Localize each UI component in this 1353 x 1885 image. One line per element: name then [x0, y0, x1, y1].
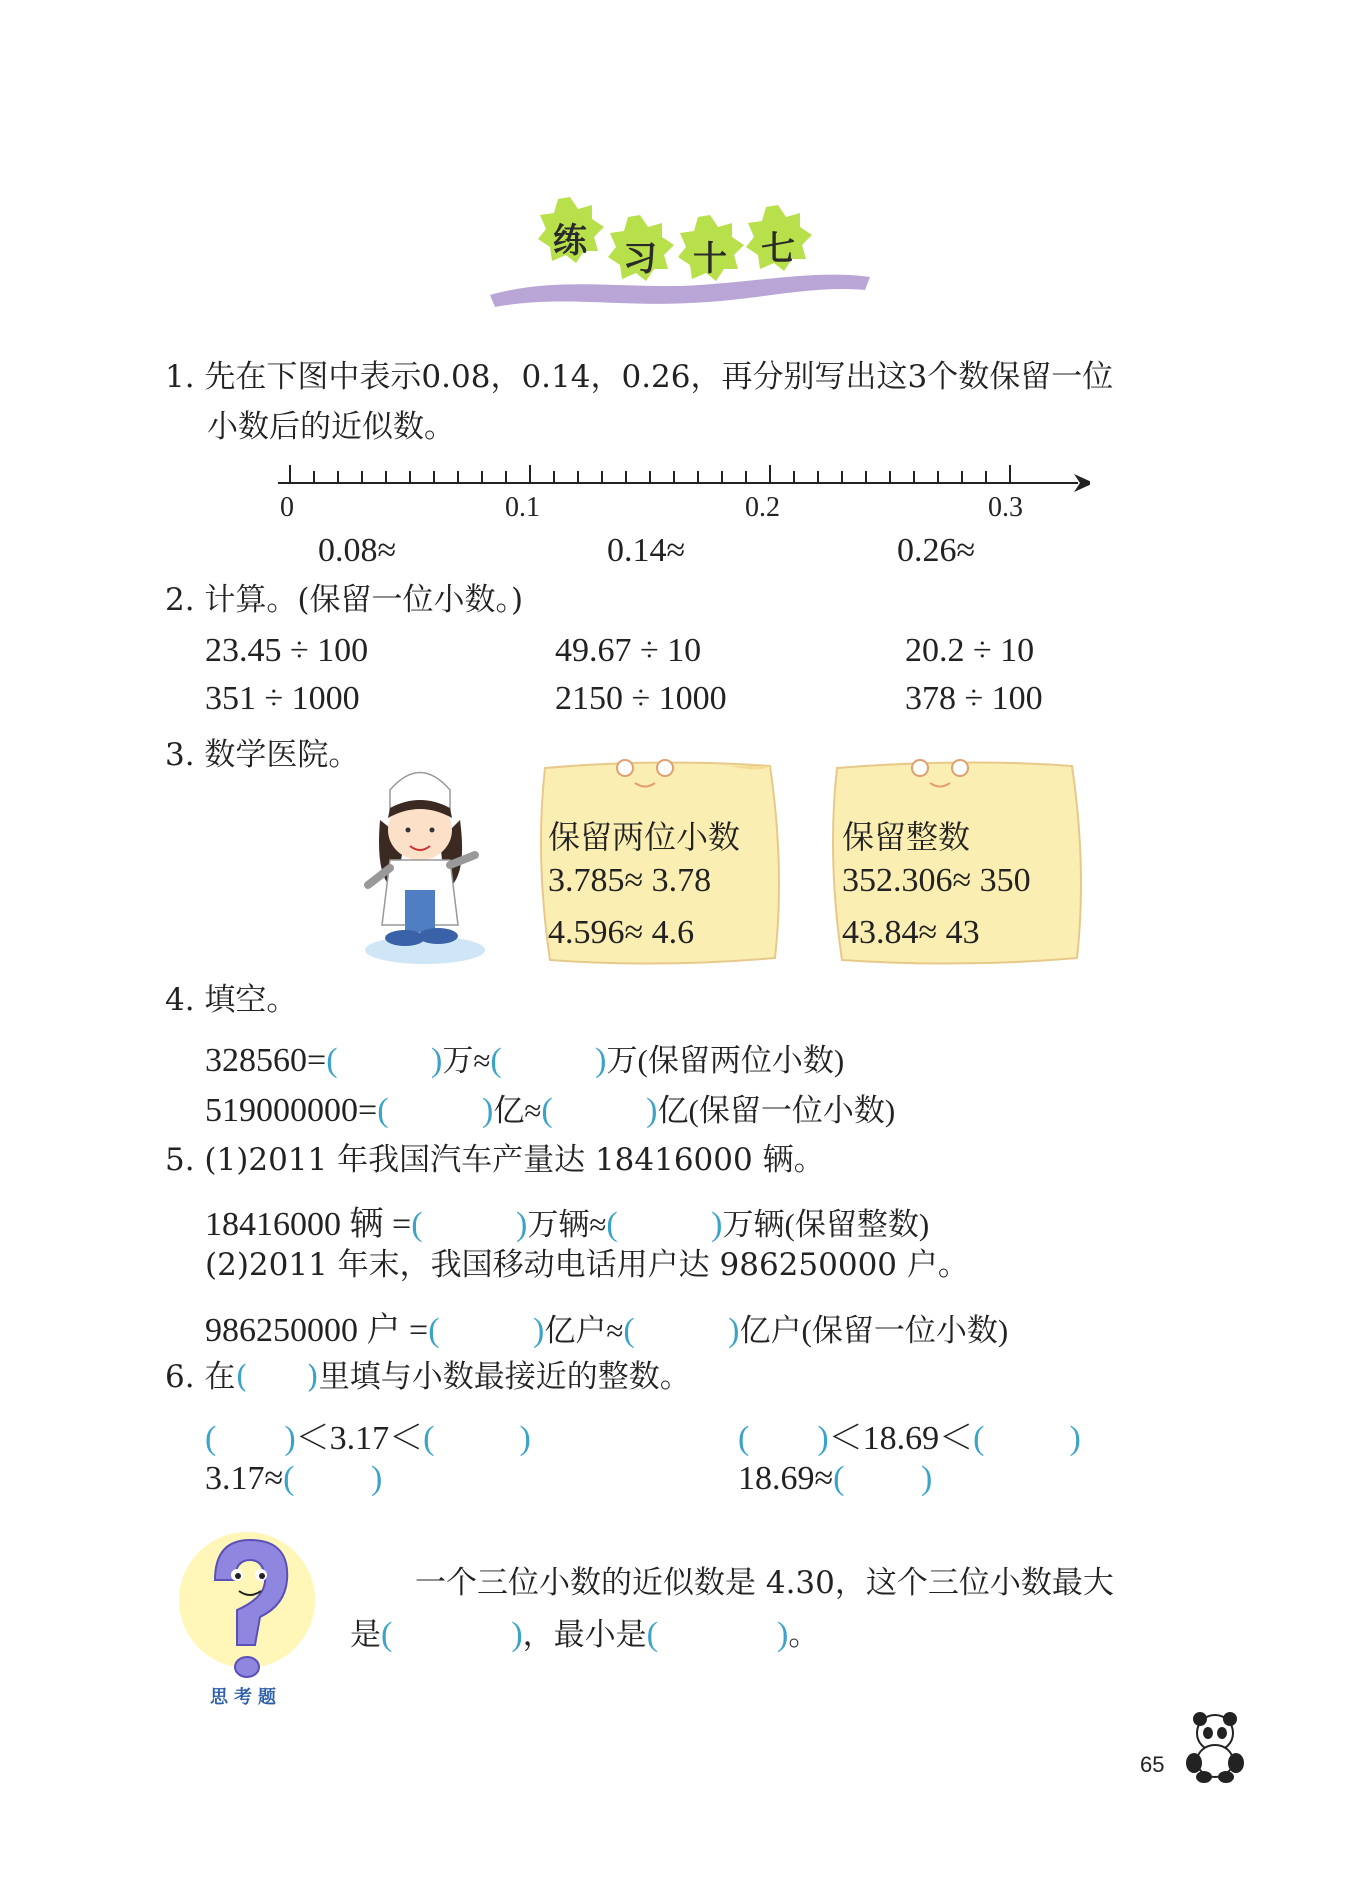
q6-blank-1[interactable]: ( ) [205, 1420, 296, 1457]
think-blank-max[interactable]: ( ) [381, 1616, 523, 1653]
q6-heading-paren: ( ) [235, 1359, 319, 1395]
note1-line2: 4.596≈ 4.6 [548, 914, 695, 951]
note2-title: 保留整数 [842, 818, 971, 856]
q5-blank-2[interactable]: ( ) [606, 1206, 723, 1243]
page-number: 65 [1140, 1752, 1165, 1777]
think-line2-b: ，最小是 [522, 1617, 647, 1653]
q5-blank-4[interactable]: ( ) [623, 1312, 740, 1349]
q6-approx-1 [205, 1460, 382, 1498]
q6-blank-2[interactable]: ( ) [423, 1420, 531, 1457]
q6-ineq2-mid: ＜18.69＜ [828, 1420, 974, 1457]
q4-row2-c: 亿(保留一位小数) [657, 1093, 896, 1128]
title-star-1 [534, 195, 606, 267]
q6-inequality-1 [205, 1410, 531, 1459]
q5-blank-1[interactable]: ( ) [411, 1206, 528, 1243]
q6-approx1-label: 3.17≈ [205, 1460, 284, 1497]
q1-text-line1: 1. 先在下图中表示0.08，0.14，0.26，再分别写出这3个数保留一位 [165, 359, 1114, 395]
q5-row2-b: 亿户≈ [544, 1313, 624, 1348]
think-line2-a: 是 [350, 1617, 381, 1653]
title-char-4: 七 [761, 229, 795, 269]
q2-expr-4: 351 ÷ 1000 [205, 680, 360, 717]
q4-row2-b: 亿≈ [493, 1093, 542, 1128]
title-char-3: 十 [693, 239, 727, 279]
think-label: 思考题 [210, 1687, 282, 1708]
title-star-4 [742, 203, 814, 275]
q2-expr-5: 2150 ÷ 1000 [555, 680, 727, 717]
q6-blank-3[interactable]: ( ) [738, 1420, 829, 1457]
title-banner [480, 185, 880, 315]
question-mark-mascot [175, 1525, 325, 1695]
q5-row2-a: 986250000 户 = [205, 1312, 429, 1349]
q6-heading [165, 1359, 691, 1395]
q6-blank-6[interactable]: ( ) [833, 1460, 933, 1497]
q2-heading: 2. 计算。(保留一位小数。) [165, 582, 524, 618]
q6-blank-5[interactable]: ( ) [283, 1460, 383, 1497]
q5-row1-a: 18416000 辆 = [205, 1206, 412, 1243]
q6-approx-2 [738, 1460, 932, 1498]
panda-icon [1180, 1705, 1250, 1785]
q4-row2-a: 519000000= [205, 1092, 378, 1129]
q5-row2-c: 亿户(保留一位小数) [739, 1313, 1009, 1348]
q4-row1-a: 328560= [205, 1042, 327, 1079]
q6-heading-a: 6. 在 [165, 1359, 236, 1395]
q1-answer-3: 0.26≈ [897, 532, 976, 569]
q5-row1-b: 万辆≈ [527, 1207, 607, 1242]
q6-heading-b: 里填与小数最接近的整数。 [318, 1359, 691, 1395]
q5-line1: 5. (1)2011 年我国汽车产量达 18416000 辆。 [165, 1142, 825, 1178]
tick-label-0: 0 [280, 492, 294, 523]
note1-title: 保留两位小数 [548, 818, 741, 856]
q5-row2 [205, 1302, 1008, 1351]
note2-line2: 43.84≈ 43 [842, 914, 980, 951]
think-line1: 一个三位小数的近似数是 4.30，这个三位小数最大 [415, 1565, 1114, 1601]
title-star-2 [604, 213, 676, 285]
q1-text-line2: 小数后的近似数。 [207, 409, 455, 445]
q6-approx2-label: 18.69≈ [738, 1460, 834, 1497]
think-blank-min[interactable]: ( ) [646, 1616, 789, 1653]
q1-answer-2: 0.14≈ [607, 532, 686, 569]
q4-heading: 4. 填空。 [165, 982, 298, 1018]
q4-blank-4[interactable]: ( ) [541, 1092, 658, 1129]
q2-expr-2: 49.67 ÷ 10 [555, 632, 702, 669]
doctor-illustration [350, 750, 490, 970]
q3-heading: 3. 数学医院。 [165, 737, 360, 773]
q4-blank-2[interactable]: ( ) [490, 1042, 607, 1079]
title-char-1: 练 [553, 221, 587, 261]
q2-expr-6: 378 ÷ 100 [905, 680, 1043, 717]
think-line2 [350, 1618, 819, 1652]
tick-label-0-1: 0.1 [505, 492, 540, 523]
note2-line1: 352.306≈ 350 [842, 862, 1031, 899]
q6-blank-4[interactable]: ( ) [973, 1420, 1081, 1457]
number-line [260, 455, 1090, 515]
q4-blank-1[interactable]: ( ) [326, 1042, 443, 1079]
q6-ineq1-mid: ＜3.17＜ [295, 1420, 424, 1457]
q5-blank-3[interactable]: ( ) [428, 1312, 545, 1349]
q4-row2 [205, 1085, 895, 1130]
q2-expr-3: 20.2 ÷ 10 [905, 632, 1035, 669]
q4-row1-b: 万≈ [442, 1043, 491, 1078]
title-star-3 [674, 213, 746, 285]
q4-row1-c: 万(保留两位小数) [606, 1043, 845, 1078]
q5-row1-c: 万辆(保留整数) [722, 1207, 930, 1242]
q1-answer-1: 0.08≈ [318, 532, 397, 569]
q2-expr-1: 23.45 ÷ 100 [205, 632, 369, 669]
tick-label-0-2: 0.2 [745, 492, 780, 523]
title-char-2: 习 [623, 239, 657, 279]
q5-row1 [205, 1196, 929, 1245]
note1-line1: 3.785≈ 3.78 [548, 862, 712, 899]
tick-label-0-3: 0.3 [988, 492, 1023, 523]
q6-inequality-2 [738, 1410, 1081, 1459]
q5-line2: (2)2011 年末，我国移动电话用户达 986250000 户。 [205, 1247, 969, 1283]
q4-blank-3[interactable]: ( ) [377, 1092, 494, 1129]
think-line2-c: 。 [788, 1617, 820, 1653]
q4-row1 [205, 1035, 844, 1080]
